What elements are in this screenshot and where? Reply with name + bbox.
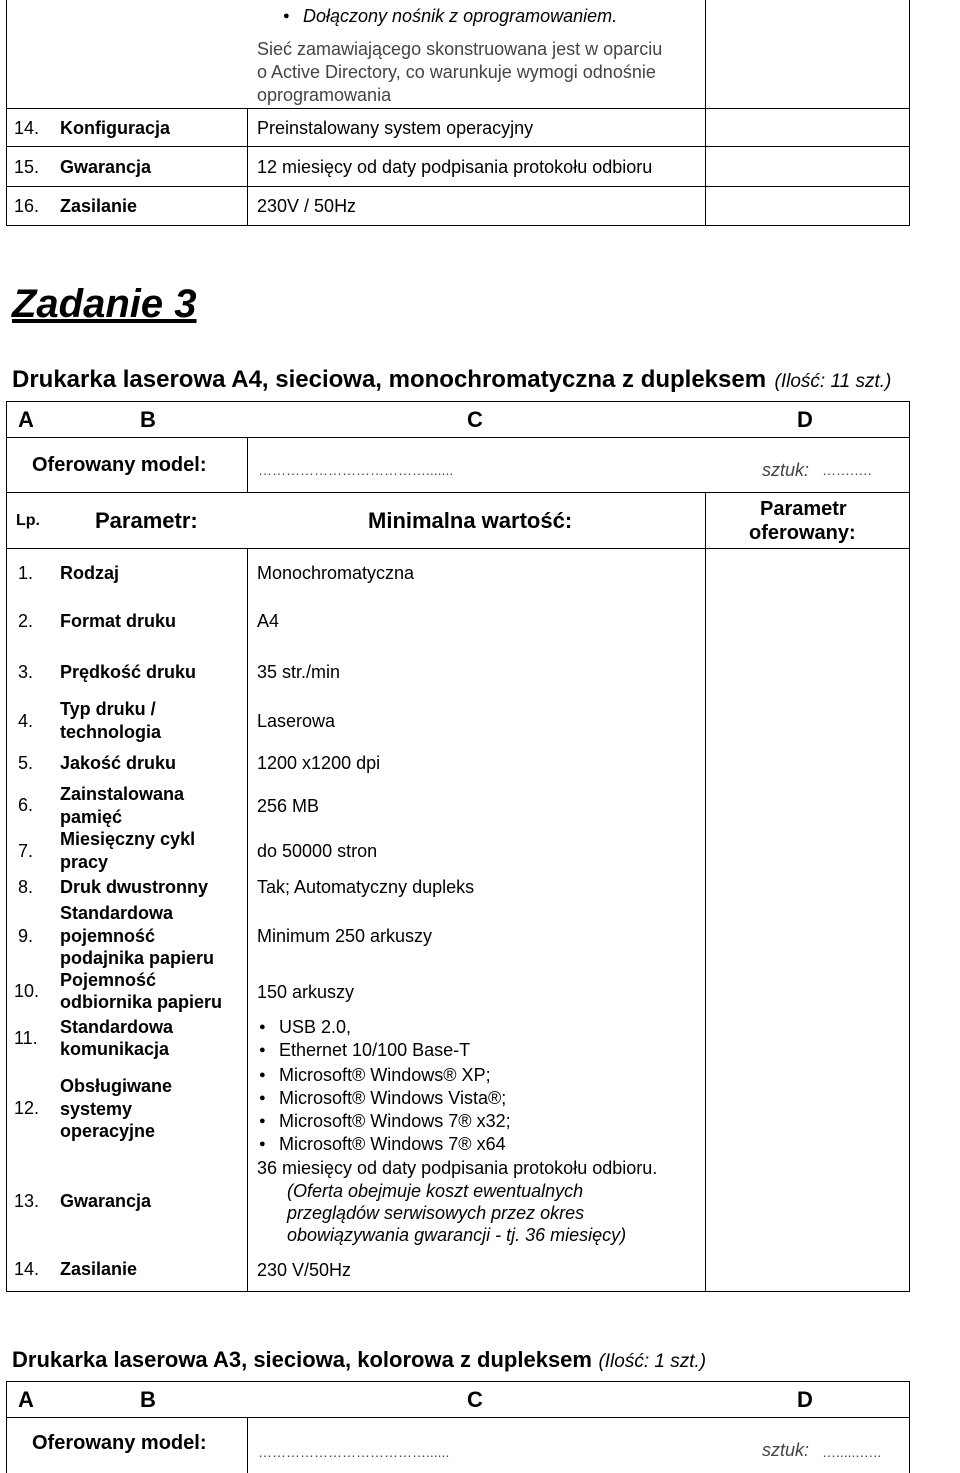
min-value-header: Minimalna wartość: xyxy=(368,508,573,533)
spec-row-4-num: 4. xyxy=(18,711,34,731)
spec-row-8-num: 8. xyxy=(18,877,34,897)
offered-param-header-2: oferowany: xyxy=(749,522,856,544)
offered-model-dots-2: ………………………………...... xyxy=(258,1444,450,1460)
param-header: Parametr: xyxy=(95,508,198,533)
spec-row-13-note-3: obowiązywania gwarancji - tj. 36 miesięcy) xyxy=(287,1225,627,1245)
media-bullet: ● Dołączony nośnik z oprogramowaniem. xyxy=(303,5,617,27)
spec-row-9-param-2: pojemność xyxy=(60,926,156,946)
spec-row-12-param-3: operacyjne xyxy=(60,1121,156,1141)
spec-row-2-value: A4 xyxy=(257,611,280,631)
col-letter-d-2: D xyxy=(797,1387,813,1412)
spec-row-3-param: Prędkość druku xyxy=(60,662,197,682)
spec-row-11-bullet-2: ● Ethernet 10/100 Base-T xyxy=(279,1039,470,1061)
spec-row-13-num: 13. xyxy=(14,1191,40,1211)
spec-row-7-num: 7. xyxy=(18,841,34,861)
ad-note-line-1: Sieć zamawiającego skonstruowana jest w oparciu xyxy=(257,39,663,59)
spec-row-9-param-3: podajnika papieru xyxy=(60,948,215,968)
zadanie-heading: Zadanie 3 xyxy=(12,282,197,326)
sztuk-dots-2: …......….. xyxy=(822,1444,882,1460)
zadanie3-subtitle-row xyxy=(12,366,891,394)
spec-row-7-param-2: pracy xyxy=(60,852,109,872)
spec-row-14-value: 230 V/50Hz xyxy=(257,1260,352,1280)
spec-row-9-num: 9. xyxy=(18,926,34,946)
spec-row-12-num: 12. xyxy=(14,1098,40,1118)
row-15-num: 15. xyxy=(14,157,40,177)
spec-row-13-note-1: (Oferta obejmuje koszt ewentualnych xyxy=(287,1181,584,1201)
spec-row-1-num: 1. xyxy=(18,563,34,583)
spec-row-3-num: 3. xyxy=(18,662,34,682)
spec-row-9-param-1: Standardowa xyxy=(60,903,174,923)
row-15-value: 12 miesięcy od daty podpisania protokołu odbioru xyxy=(257,157,653,177)
spec-row-5-value: 1200 x1200 dpi xyxy=(257,753,381,773)
spec-row-12-bullet-3: ● Microsoft® Windows 7® x32; xyxy=(279,1110,511,1132)
spec-row-13-note-2: przeglądów serwisowych przez okres xyxy=(287,1203,585,1223)
spec-row-9-value: Minimum 250 arkuszy xyxy=(257,926,433,946)
spec-row-5-num: 5. xyxy=(18,753,34,773)
ad-note-line-3: oprogramowania xyxy=(257,85,392,105)
printer-a4-title: Drukarka laserowa A4, sieciowa, monochromatyczna z dupleksem xyxy=(12,366,767,393)
spec-row-2-param: Format druku xyxy=(60,611,177,631)
col-letter-b-2: B xyxy=(140,1387,156,1412)
zadanie-next-subtitle-row xyxy=(12,1347,706,1373)
sztuk-label: sztuk: xyxy=(762,460,810,480)
row-16-num: 16. xyxy=(14,196,40,216)
col-letter-c-2: C xyxy=(467,1387,483,1412)
spec-row-2-num: 2. xyxy=(18,611,34,631)
spec-row-12-bullet-4: ● Microsoft® Windows 7® x64 xyxy=(279,1133,506,1155)
row-15-param: Gwarancja xyxy=(60,157,152,177)
offered-model-label-2: Oferowany model: xyxy=(32,1432,207,1454)
row-14-num: 14. xyxy=(14,118,40,138)
spec-row-6-param-1: Zainstalowana xyxy=(60,784,185,804)
spec-row-11-param-1: Standardowa xyxy=(60,1017,174,1037)
spec-row-8-value: Tak; Automatyczny dupleks xyxy=(257,877,475,897)
spec-row-10-param-1: Pojemność xyxy=(60,970,157,990)
spec-row-13-param: Gwarancja xyxy=(60,1191,152,1211)
printer-a4-qty: (Ilość: 11 szt.) xyxy=(774,371,892,392)
printer-a3-qty: (Ilość: 1 szt.) xyxy=(598,1351,707,1372)
spec-row-11-bullet-1: ● USB 2.0, xyxy=(279,1016,351,1038)
col-letter-a: A xyxy=(18,407,34,432)
col-letter-d: D xyxy=(797,407,813,432)
col-letter-a-2: A xyxy=(18,1387,34,1412)
offered-model-dots: ………………………………....... xyxy=(258,462,454,478)
spec-row-6-param-2: pamięć xyxy=(60,807,123,827)
spec-row-7-value: do 50000 stron xyxy=(257,841,378,861)
spec-row-12-bullet-2: ● Microsoft® Windows Vista®; xyxy=(279,1087,506,1109)
row-16-param: Zasilanie xyxy=(60,196,138,216)
spec-row-4-value: Laserowa xyxy=(257,711,336,731)
spec-row-12-param-2: systemy xyxy=(60,1099,133,1119)
row-14-value: Preinstalowany system operacyjny xyxy=(257,118,534,138)
spec-row-4-param-1: Typ druku / xyxy=(60,699,156,719)
spec-row-8-param: Druk dwustronny xyxy=(60,877,209,897)
spec-row-6-num: 6. xyxy=(18,795,34,815)
spec-row-11-param-2: komunikacja xyxy=(60,1039,170,1059)
spec-row-1-param: Rodzaj xyxy=(60,563,120,583)
spec-row-10-value: 150 arkuszy xyxy=(257,982,355,1002)
spec-row-4-param-2: technologia xyxy=(60,722,162,742)
offered-model-label: Oferowany model: xyxy=(32,454,207,476)
spec-row-10-param-2: odbiornika papieru xyxy=(60,992,223,1012)
spec-row-3-value: 35 str./min xyxy=(257,662,341,682)
spec-row-11-num: 11. xyxy=(14,1028,38,1048)
spec-row-1-value: Monochromatyczna xyxy=(257,563,415,583)
spec-row-12-bullet-1: ● Microsoft® Windows® XP; xyxy=(279,1064,491,1086)
row-14-param: Konfiguracja xyxy=(60,118,171,138)
sztuk-label-2: sztuk: xyxy=(762,1440,810,1460)
spec-row-12-param-1: Obsługiwane xyxy=(60,1076,173,1096)
spec-row-13-value: 36 miesięcy od daty podpisania protokołu odbioru. xyxy=(257,1158,658,1178)
spec-row-14-num: 14. xyxy=(14,1259,40,1279)
offered-param-header-1: Parametr xyxy=(760,498,847,520)
spec-row-7-param-1: Miesięczny cykl xyxy=(60,829,196,849)
spec-row-14-param: Zasilanie xyxy=(60,1259,138,1279)
sztuk-dots: …….…. xyxy=(822,462,872,478)
row-16-value: 230V / 50Hz xyxy=(257,196,357,216)
col-letter-c: C xyxy=(467,407,483,432)
printer-a3-title: Drukarka laserowa A3, sieciowa, kolorowa z dupleksem xyxy=(12,1347,592,1372)
spec-row-10-num: 10. xyxy=(14,981,40,1001)
col-letter-b: B xyxy=(140,407,156,432)
spec-row-6-value: 256 MB xyxy=(257,796,320,816)
ad-note-line-2: o Active Directory, co warunkuje wymogi odnośnie xyxy=(257,62,656,82)
lp-label: Lp. xyxy=(16,512,40,529)
spec-row-5-param: Jakość druku xyxy=(60,753,177,773)
